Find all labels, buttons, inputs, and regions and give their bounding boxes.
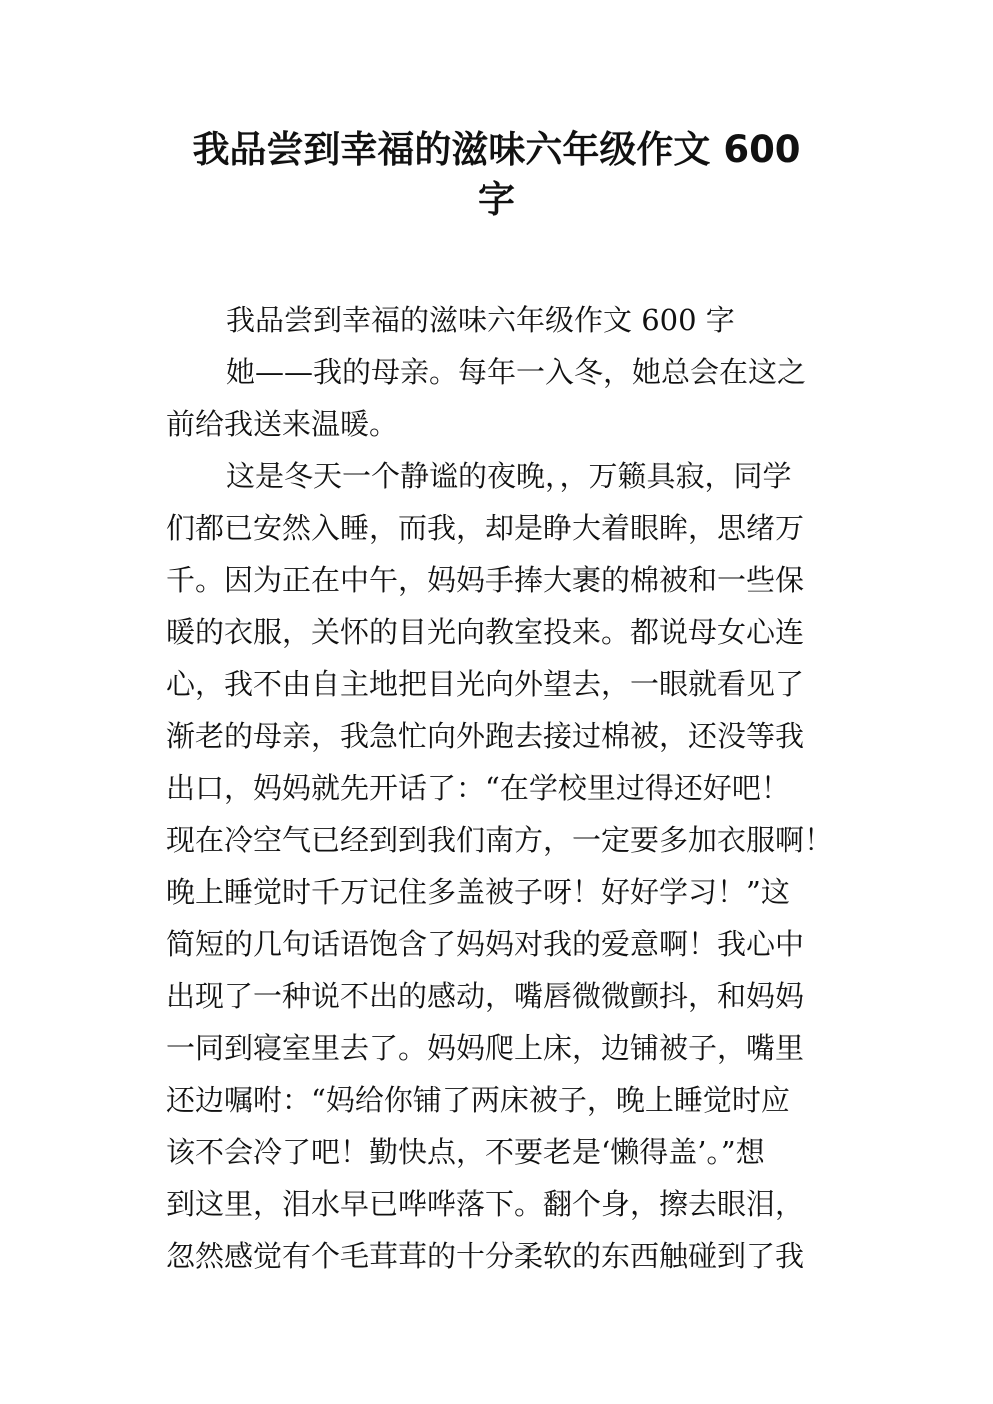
title-line: 我品尝到幸福的滋味六年级作文 600 xyxy=(192,128,801,171)
text-line: 现在冷空气已经到到我们南方，一定要多加衣服啊！ xyxy=(166,823,834,857)
text-line: 我品尝到幸福的滋味六年级作文 600 字 xyxy=(226,303,735,337)
text-line: 简短的几句话语饱含了妈妈对我的爱意啊！我心中 xyxy=(166,927,805,961)
text-line: 心，我不由自主地把目光向外望去，一眼就看见了 xyxy=(166,667,805,701)
paragraph xyxy=(166,450,846,1282)
document-title xyxy=(0,125,993,225)
text-line: 前给我送来温暖。 xyxy=(166,407,399,441)
paragraph xyxy=(166,294,846,346)
text-line: 们都已安然入睡，而我，却是睁大着眼眸，思绪万 xyxy=(166,511,805,545)
text-line: 千。因为正在中午，妈妈手捧大裹的棉被和一些保 xyxy=(166,563,805,597)
text-line: 晚上睡觉时千万记住多盖被子呀！好好学习！”这 xyxy=(166,875,790,909)
text-line: 出口，妈妈就先开话了：“在学校里过得还好吧！ xyxy=(166,771,790,805)
text-line: 该不会冷了吧！勤快点，不要老是‘懒得盖’。”想 xyxy=(166,1135,765,1169)
text-line: 渐老的母亲，我急忙向外跑去接过棉被，还没等我 xyxy=(166,719,805,753)
text-line: 暖的衣服，关怀的目光向教室投来。都说母女心连 xyxy=(166,615,805,649)
text-line: 还边嘱咐：“妈给你铺了两床被子，晚上睡觉时应 xyxy=(166,1083,790,1117)
paragraph xyxy=(166,346,846,450)
text-line: 忽然感觉有个毛茸茸的十分柔软的东西触碰到了我 xyxy=(166,1239,805,1273)
text-line: 出现了一种说不出的感动，嘴唇微微颤抖，和妈妈 xyxy=(166,979,805,1013)
document-body xyxy=(166,294,846,1282)
text-line: 这是冬天一个静谧的夜晚，，万籁具寂，同学 xyxy=(226,459,792,493)
text-line: 她——我的母亲。每年一入冬，她总会在这之 xyxy=(226,355,807,389)
title-line: 字 xyxy=(478,178,515,221)
text-line: 到这里，泪水早已哗哗落下。翻个身，擦去眼泪， xyxy=(166,1187,805,1221)
text-line: 一同到寝室里去了。妈妈爬上床，边铺被子，嘴里 xyxy=(166,1031,805,1065)
